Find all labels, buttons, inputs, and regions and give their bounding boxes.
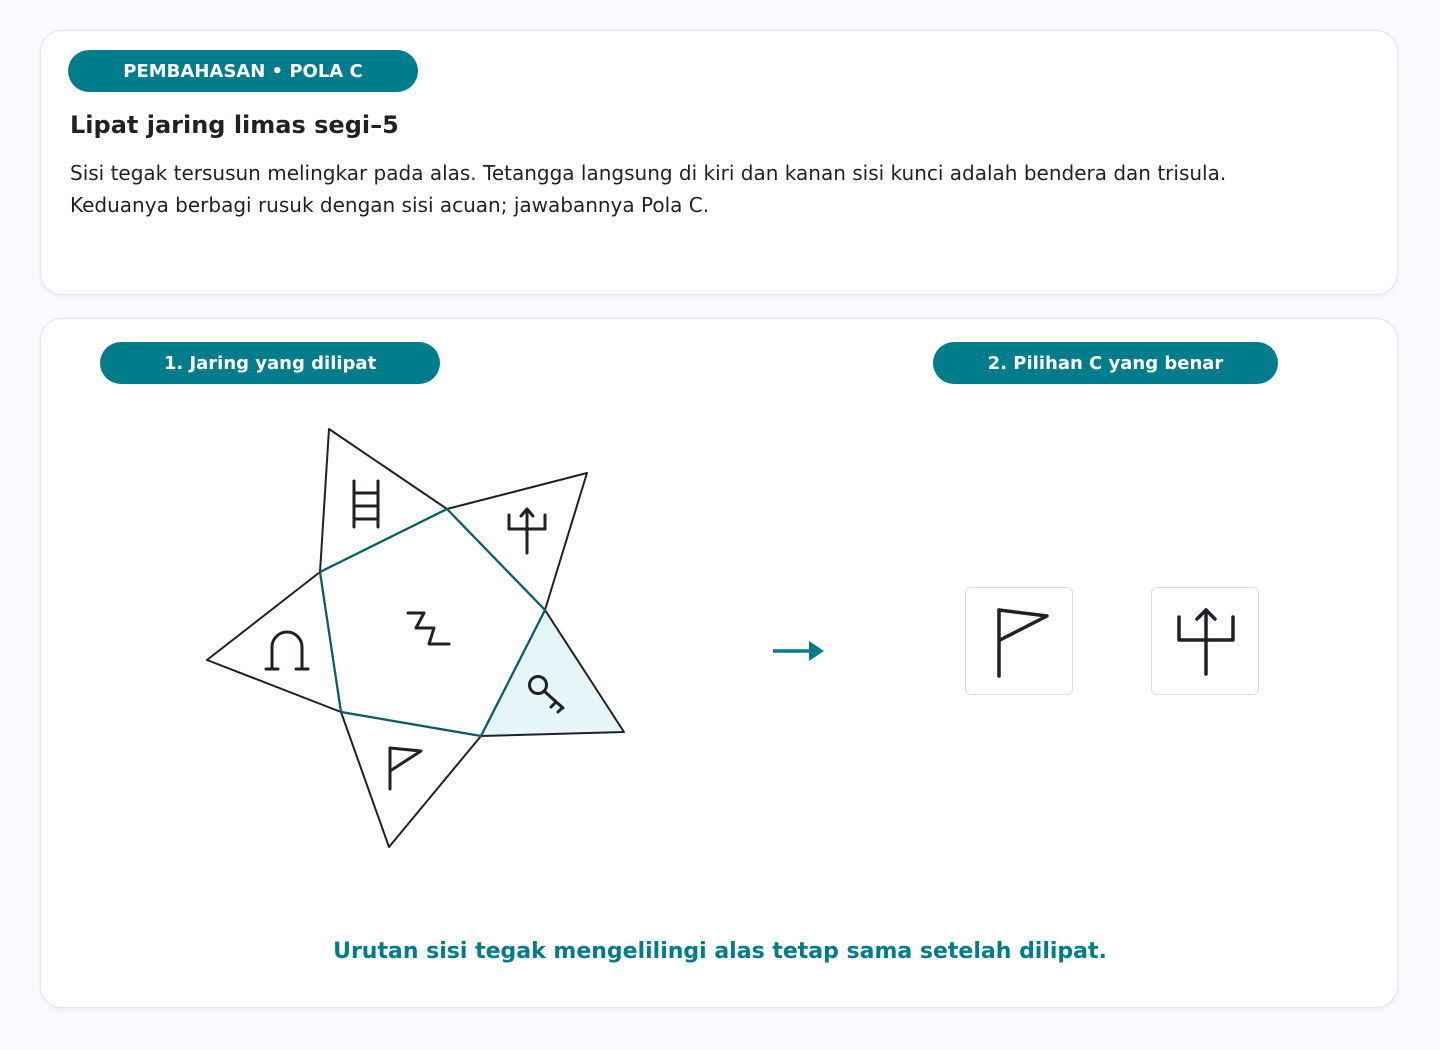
arrow-icon: [773, 641, 824, 661]
diagram-card: [40, 318, 1398, 1008]
description: [70, 157, 1330, 221]
face-ladder: [320, 429, 447, 572]
explanation-card: [40, 30, 1398, 295]
section-badge: PEMBAHASAN • POLA C: [68, 50, 418, 92]
description-line: Sisi tegak tersusun melingkar pada alas. Tetangga langsung di kiri dan kanan sisi kunci adalah bendera dan trisula.: [70, 161, 1227, 185]
step-2-label: 2. Pilihan C yang benar: [933, 342, 1278, 384]
trident-icon: [1179, 610, 1233, 674]
flag-icon: [999, 610, 1047, 676]
step-1-label: 1. Jaring yang dilipat: [100, 342, 440, 384]
zigzag-icon: [408, 613, 449, 644]
page-title: Lipat jaring limas segi–5: [70, 111, 399, 139]
face-key: [481, 610, 624, 736]
choice-tile-flag: [965, 587, 1073, 695]
choice-tile-trident: [1151, 587, 1259, 695]
face-trident: [447, 473, 587, 610]
diagram-caption: Urutan sisi tegak mengelilingi alas tetap sama setelah dilipat.: [333, 939, 1107, 964]
description-line: Keduanya berbagi rusuk dengan sisi acuan; jawabannya Pola C.: [70, 193, 710, 217]
